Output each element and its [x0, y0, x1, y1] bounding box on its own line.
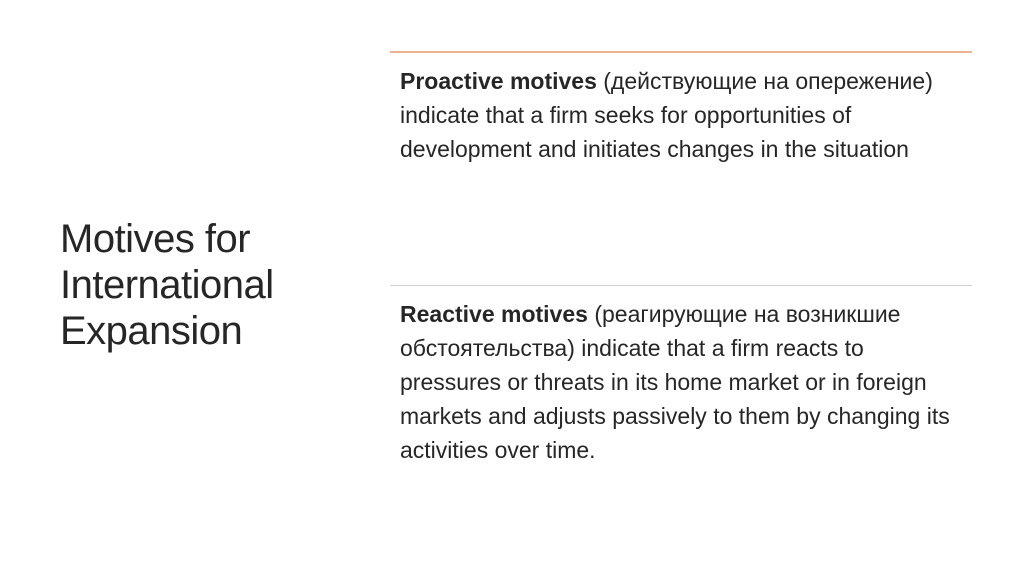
- reactive-motives-text: (реагирующие на возникшие обстоятельства) indicate that a firm reacts to pressures or threats in its home market or in foreign markets and adjusts passively to them by changing its activities over time.: [400, 301, 950, 463]
- proactive-motives-text: (действующие на опережение) indicate that a firm seeks for opportunities of development and initiates changes in the situation: [400, 68, 933, 162]
- slide-title: Motives for International Expansion: [60, 217, 274, 353]
- reactive-motives-block: [400, 297, 970, 467]
- reactive-motives-term: Reactive motives: [400, 301, 588, 327]
- accent-divider: [390, 51, 972, 53]
- proactive-motives-block: [400, 64, 970, 166]
- section-divider: [390, 285, 972, 286]
- proactive-motives-term: Proactive motives: [400, 68, 597, 94]
